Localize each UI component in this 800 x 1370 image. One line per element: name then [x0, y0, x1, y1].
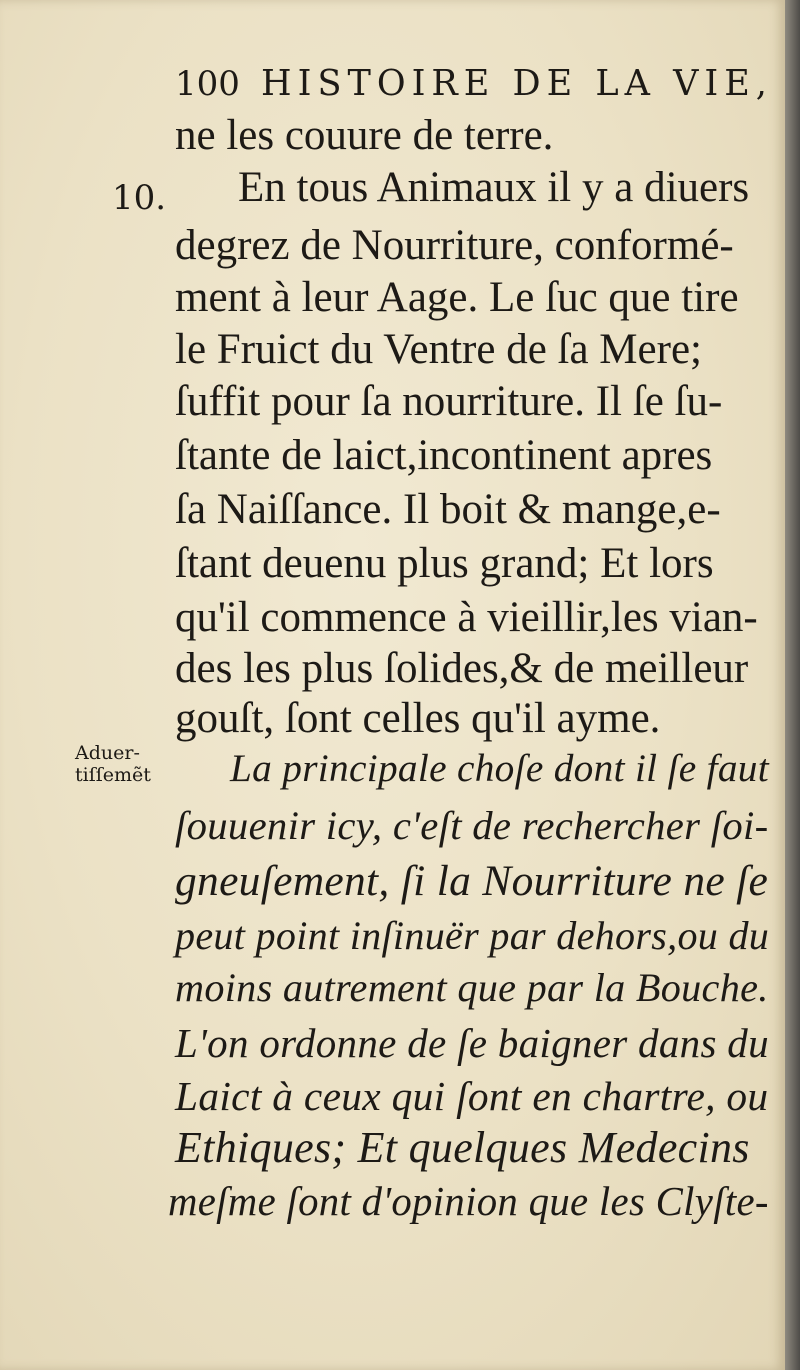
- text-line: meſme ſont d'opinion que les Clyſte-: [168, 1179, 769, 1224]
- page-number: 100: [175, 64, 240, 104]
- text-line: qu'il commence à vieillir,les vian-: [175, 594, 758, 641]
- text-line: le Fruict du Ventre de ſa Mere;: [175, 326, 702, 373]
- text-line: ſouuenir icy, c'eſt de rechercher ſoi-: [175, 803, 769, 848]
- text-line: ſa Naiſſance. Il boit & mange,e-: [175, 486, 721, 533]
- text-line: ment à leur Aage. Le ſuc que tire: [175, 274, 739, 321]
- text-line: ſtante de laict,incontinent apres: [175, 432, 713, 479]
- text-line: Ethiques; Et quelques Medecins: [175, 1123, 750, 1172]
- text-line: degrez de Nourriture, conformé-: [175, 222, 734, 269]
- text-line: L'on ordonne de ſe baigner dans du: [175, 1020, 769, 1066]
- text-line: moins autrement que par la Bouche.: [175, 965, 769, 1010]
- text-line: peut point inſinuër par dehors,ou du: [175, 913, 770, 958]
- margin-note: Aduer- tiſſemẽt: [75, 742, 151, 786]
- paragraph-number: 10.: [112, 178, 167, 218]
- page-edge-shadow: [785, 0, 800, 1370]
- running-header: [175, 58, 773, 110]
- running-title: HISTOIRE DE LA VIE,: [261, 63, 773, 104]
- text-line: La principale choſe dont il ſe faut: [230, 746, 769, 790]
- text-line: ſuffit pour ſa nourriture. Il ſe ſu-: [175, 378, 723, 425]
- text-line: Laict à ceux qui ſont en chartre, ou: [175, 1073, 769, 1119]
- text-line: ne les couure de terre.: [175, 112, 554, 159]
- text-line: gouſt, ſont celles qu'il ayme.: [175, 695, 661, 742]
- text-line: gneuſement, ſi la Nourriture ne ſe: [175, 857, 769, 905]
- text-line: des les plus ſolides,& de meilleur: [175, 645, 749, 692]
- text-line: ſtant deuenu plus grand; Et lors: [175, 540, 714, 587]
- text-line: En tous Animaux il y a diuers: [238, 164, 750, 211]
